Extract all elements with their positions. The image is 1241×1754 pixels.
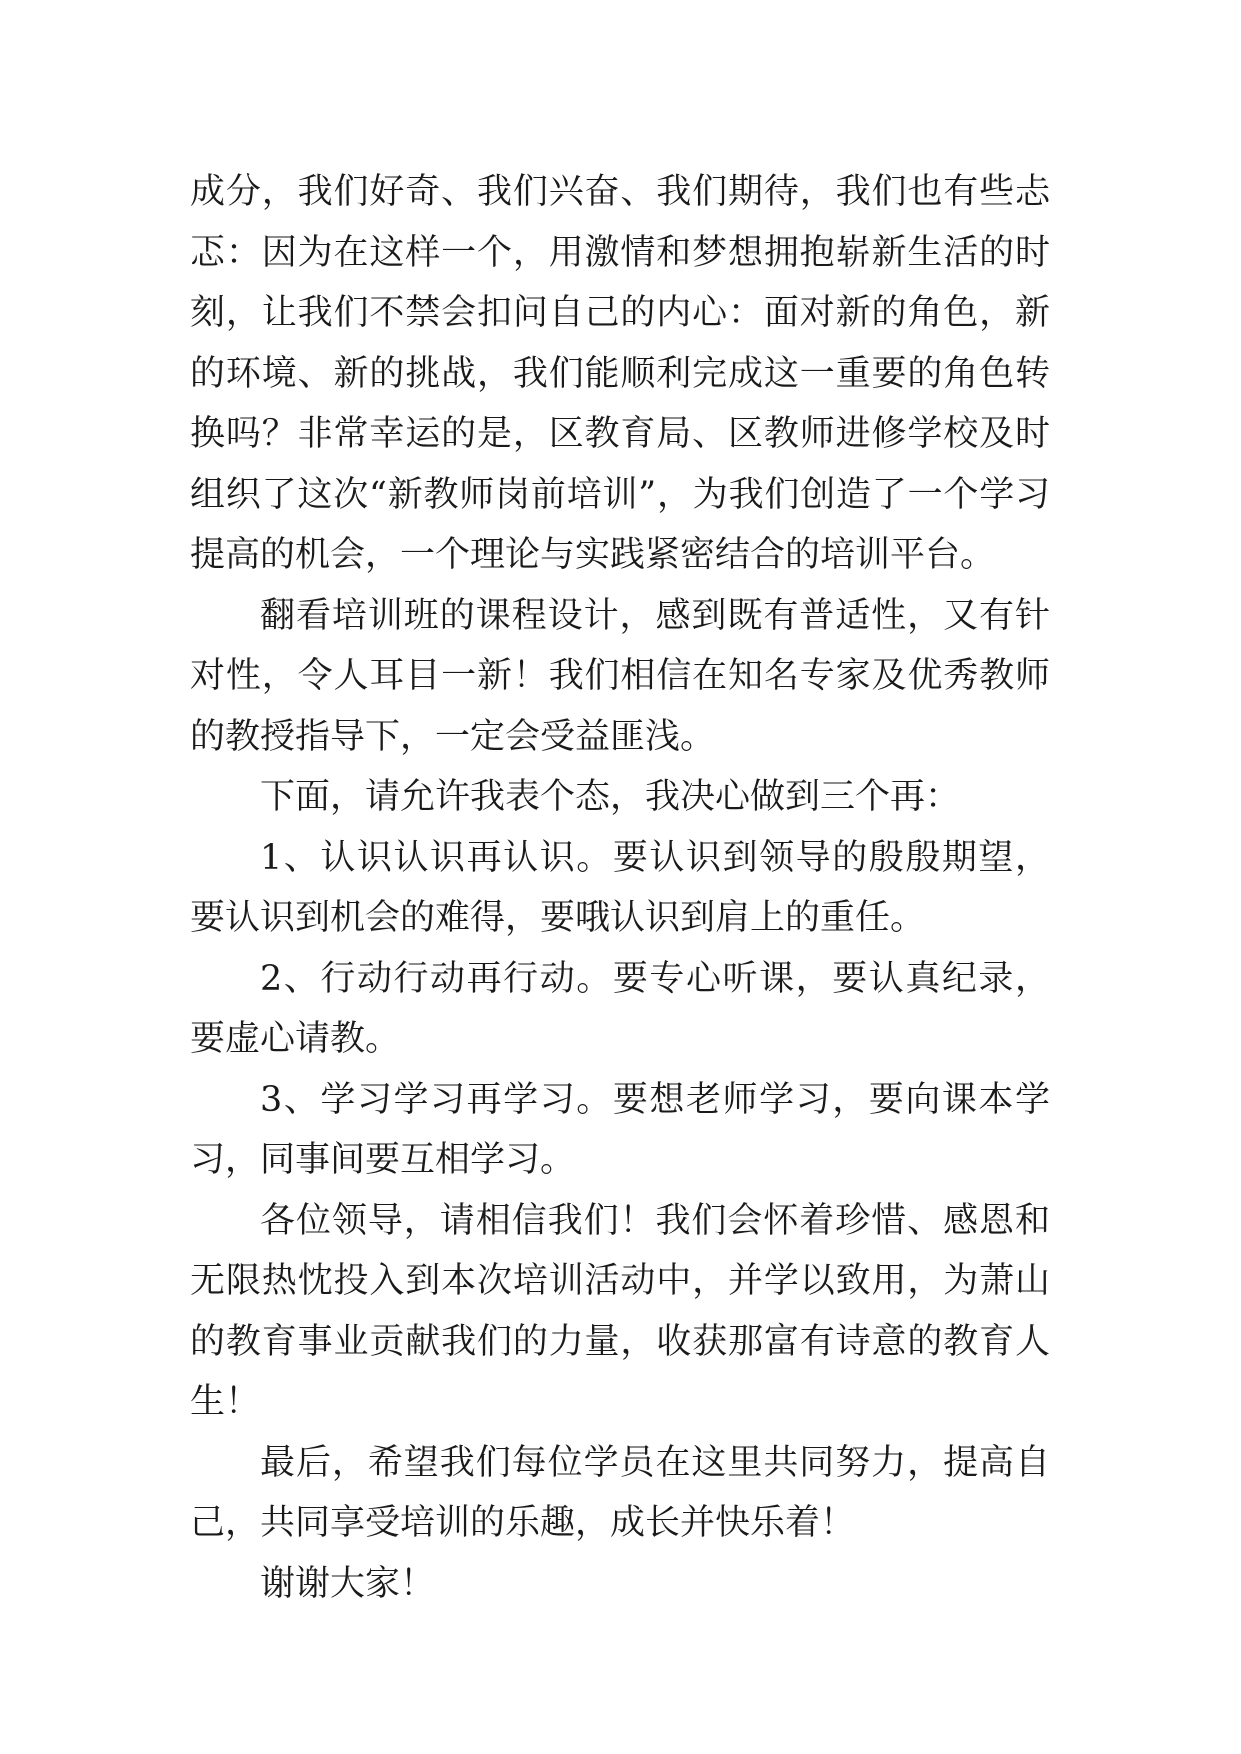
paragraph-pledge-1: 1、认识认识再认识。要认识到领导的殷殷期望，要认识到机会的难得，要哦认识到肩上的重任。: [190, 837, 1050, 938]
paragraph-pledge-intro: 下面，请允许我表个态，我决心做到三个再：: [260, 777, 961, 817]
paragraph-pledge-3: 3、学习学习再学习。要想老师学习，要向课本学习，同事间要互相学习。: [190, 1079, 1050, 1180]
paragraph-closing: 最后，希望我们每位学员在这里共同努力，提高自己，共同享受培训的乐趣，成长并快乐着！: [190, 1442, 1050, 1543]
paragraph-thanks: 谢谢大家！: [260, 1563, 436, 1604]
paragraph-leaders: 各位领导，请相信我们！我们会怀着珍惜、感恩和无限热忱投入到本次培训活动中，并学以致用，为萧山的教育事业贡献我们的力量，收获那富有诗意的教育人生！: [190, 1200, 1050, 1422]
paragraph-course-design: 翻看培训班的课程设计，感到既有普适性，又有针对性，令人耳目一新！我们相信在知名专家及优秀教师的教授指导下，一定会受益匪浅。: [190, 595, 1050, 757]
paragraph-continuation: 成分，我们好奇、我们兴奋、我们期待，我们也有些忐忑：因为在这样一个，用激情和梦想拥抱崭新生活的时刻，让我们不禁会扣问自己的内心：面对新的角色，新的环境、新的挑战，我们能顺利完成这一重要的角色转换吗？非常幸运的是，区教育局、区教师进修学校及时组织了这次“新教师岗前培训”，为我们创造了一个学习提高的机会，一个理论与实践紧密结合的培训平台。: [190, 172, 1050, 575]
speech-body: [190, 162, 1050, 1614]
paragraph-pledge-2: 2、行动行动再行动。要专心听课，要认真纪录，要虚心请教。: [190, 958, 1050, 1059]
